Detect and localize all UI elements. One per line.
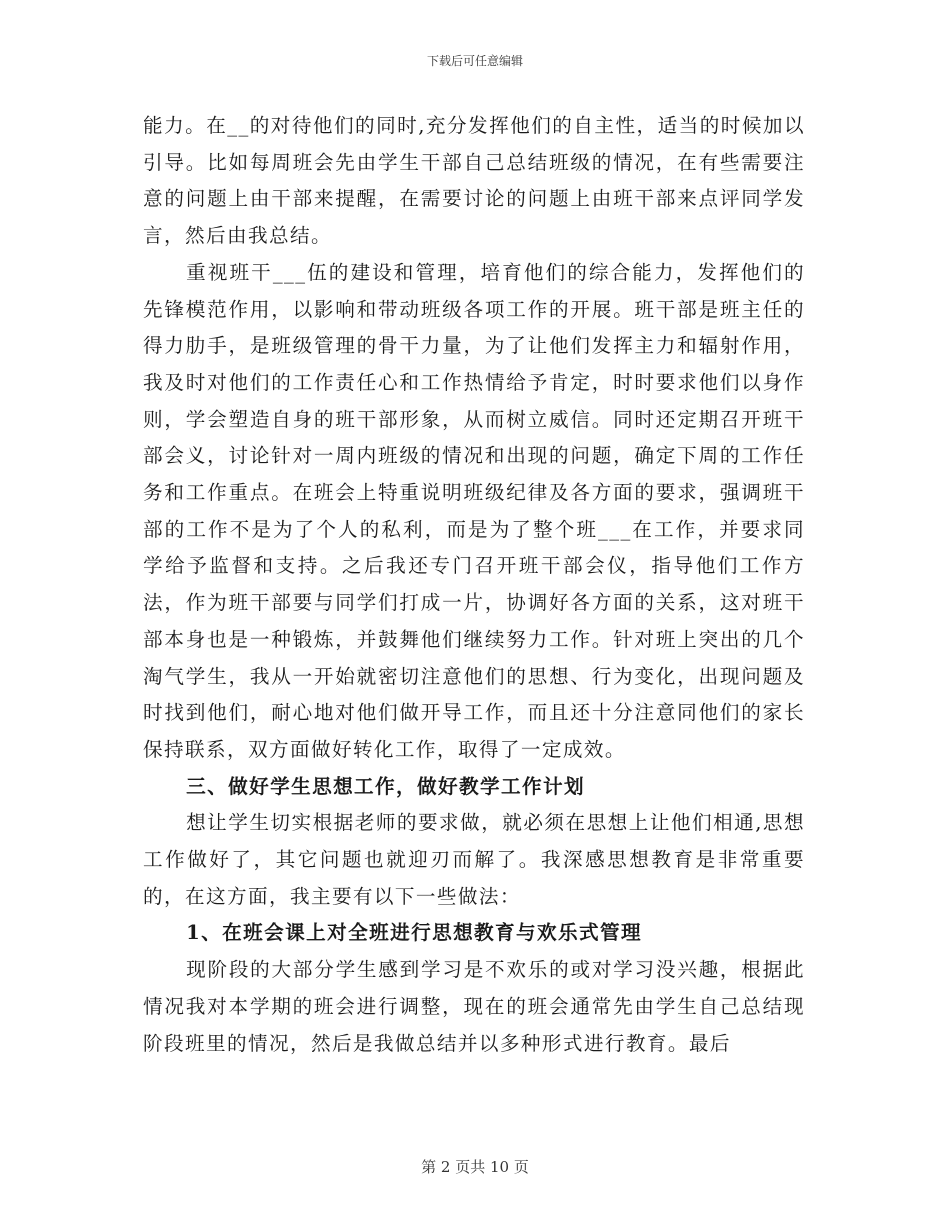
page-footer: 第 2 页共 10 页 bbox=[421, 1158, 529, 1176]
paragraph: 重视班干___伍的建设和管理，培育他们的综合能力，发挥他们的先锋模范作用，以影响和带动班级各项工作的开展。班干部是班主任的得力肋手，是班级管理的骨干力量，为了让他们发挥主力和辐射作用，我及时对他们的工作责任心和工作热情给予肯定，时时要求他们以身作则，学会塑造自身的班干部形象，从而树立威信。同时还定期召开班干部会义，讨论针对一周内班级的情况和出现的问题，确定下周的工作任务和工作重点。在班会上特重说明班级纪律及各方面的要求，强调班干部的工作不是为了个人的私利，而是为了整个班___在工作，并要求同学给予监督和支持。之后我还专门召开班干部会仪，指导他们工作方法，作为班干部要与同学们打成一片，协调好各方面的关系，这对班干部本身也是一种锻炼，并鼓舞他们继续努力工作。针对班上突出的几个淘气学生，我从一开始就密切注意他们的思想、行为变化，出现问题及时找到他们，耐心地对他们做开导工作，而且还十分注意同他们的家长保持联系，双方面做好转化工作，取得了一定成效。 bbox=[143, 260, 805, 761]
paragraph: 能力。在__的对待他们的同时,充分发挥他们的自主性，适当的时候加以引导。比如每周班会先由学生干部自己总结班级的情况，在有些需要注意的问题上由干部来提醒，在需要讨论的问题上由班干部来点评同学发言，然后由我总结。 bbox=[143, 114, 805, 248]
subsection-heading: 1、在班会课上对全班进行思想教育与欢乐式管理 bbox=[186, 921, 643, 945]
document-body bbox=[143, 108, 805, 1062]
section-heading: 三、做好学生思想工作，做好教学工作计划 bbox=[186, 774, 585, 798]
paragraph: 现阶段的大部分学生感到学习是不欢乐的或对学习没兴趣，根据此情况我对本学期的班会进行调整，现在的班会通常先由学生自己总结现阶段班里的情况，然后是我做总结并以多种形式进行教育。最后 bbox=[143, 958, 805, 1055]
page-header: 下载后可任意编辑 bbox=[426, 54, 523, 68]
paragraph: 想让学生切实根据老师的要求做，就必须在思想上让他们相通,思想工作做好了，其它问题也就迎刃而解了。我深感思想教育是非常重要的，在这方面，我主要有以下一些做法： bbox=[143, 811, 805, 908]
